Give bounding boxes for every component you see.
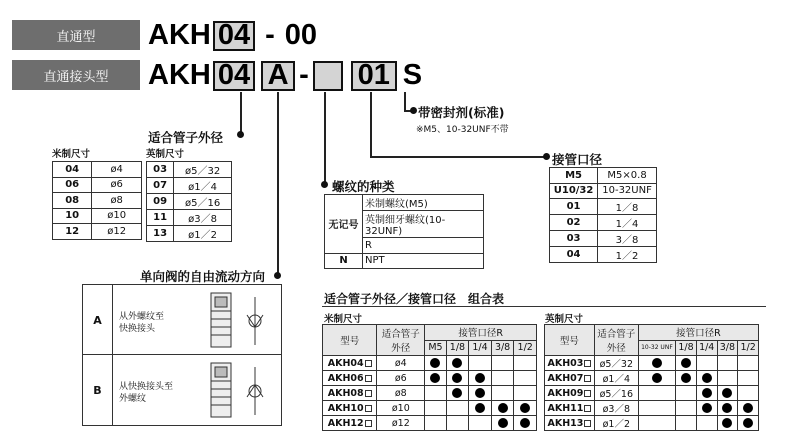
- mark-cell: [717, 416, 738, 431]
- code-sealant-suffix: S: [402, 59, 423, 91]
- mark-cell: [491, 371, 514, 386]
- col-header-tube: 适合管子 外径: [377, 325, 425, 356]
- mark-cell: [425, 386, 446, 401]
- mark-cell: [425, 356, 446, 371]
- fitting-symbol-icon: [203, 289, 281, 351]
- check-valve-desc-line: 快换接头: [119, 324, 156, 334]
- col-header-port-size: 10-32 UNF: [638, 340, 675, 356]
- tube-diameter: ø4: [92, 162, 142, 178]
- mark-cell: [696, 356, 717, 371]
- col-header-port: 接管口径R: [638, 325, 758, 341]
- port-code: 01: [550, 199, 598, 215]
- check-valve-row-a: [83, 285, 281, 355]
- tube-od-inch-table: [146, 161, 232, 242]
- table-row: [323, 401, 537, 416]
- code-dash: -: [265, 19, 275, 51]
- tube-code: 07: [147, 178, 174, 194]
- combo-inch-table: [544, 324, 759, 431]
- tube-diameter: ø5／16: [174, 194, 232, 210]
- mark-cell: [514, 416, 537, 431]
- model-code: AKH04: [327, 357, 364, 369]
- table-row: [147, 178, 232, 194]
- sealant-title: 带密封剂(标准): [418, 105, 505, 120]
- mark-cell: [469, 386, 492, 401]
- tube-od-title: 适合管子外径: [148, 130, 224, 145]
- available-dot-icon: [722, 403, 732, 413]
- code-prefix: AKH: [148, 19, 211, 51]
- available-dot-icon: [430, 358, 440, 368]
- model-code: AKH13: [547, 417, 584, 429]
- blank-square-icon: [365, 420, 372, 427]
- blank-square-icon: [584, 375, 591, 382]
- mark-cell: [425, 416, 446, 431]
- mark-cell: [638, 416, 675, 431]
- available-dot-icon: [722, 388, 732, 398]
- mark-cell: [469, 401, 492, 416]
- tube-code: 04: [53, 162, 92, 178]
- blank-square-icon: [584, 420, 591, 427]
- blank-square-icon: [365, 405, 372, 412]
- tube-code: 09: [147, 194, 174, 210]
- available-dot-icon: [743, 418, 753, 428]
- tube-od-metric-label: 米制尺寸: [52, 149, 91, 160]
- port-code: 02: [550, 215, 598, 231]
- available-dot-icon: [702, 388, 712, 398]
- available-dot-icon: [498, 403, 508, 413]
- table-row: [53, 224, 142, 240]
- mark-cell: [514, 401, 537, 416]
- code-tube-size-box: 04: [213, 21, 255, 51]
- thread-row: 英制细牙螺纹(10-32UNF): [363, 211, 484, 238]
- available-dot-icon: [452, 358, 462, 368]
- table-row: [147, 210, 232, 226]
- mark-cell: [717, 371, 738, 386]
- table-row: [53, 162, 142, 178]
- check-valve-title: 单向阀的自由流动方向: [140, 269, 266, 284]
- straight-fitting-type-banner: 直通接头型: [12, 60, 140, 90]
- mark-cell: [491, 386, 514, 401]
- tube-cell: ø3／8: [594, 401, 638, 416]
- tube-code: 08: [53, 193, 92, 209]
- table-row: [550, 168, 657, 184]
- mark-cell: [446, 386, 469, 401]
- available-dot-icon: [430, 373, 440, 383]
- blank-square-icon: [365, 375, 372, 382]
- available-dot-icon: [681, 373, 691, 383]
- col-header-model: 型号: [323, 325, 377, 356]
- blank-square-icon: [584, 405, 591, 412]
- tube-cell: ø6: [377, 371, 425, 386]
- mark-cell: [638, 356, 675, 371]
- code-suffix: 00: [284, 19, 318, 51]
- table-row: [545, 371, 759, 386]
- check-valve-key: A: [83, 285, 113, 355]
- table-row: [550, 183, 657, 199]
- col-header-port-size: 1/4: [696, 340, 717, 356]
- mark-cell: [738, 386, 759, 401]
- mark-cell: [696, 386, 717, 401]
- available-dot-icon: [681, 358, 691, 368]
- code-tube-size-box: 04: [213, 61, 255, 91]
- tube-diameter: ø8: [92, 193, 142, 209]
- tube-cell: ø12: [377, 416, 425, 431]
- blank-square-icon: [584, 390, 591, 397]
- col-header-port-size: 1/2: [514, 340, 537, 356]
- table-row: [325, 253, 484, 269]
- table-row: [53, 177, 142, 193]
- tube-od-inch-label: 英制尺寸: [146, 149, 185, 160]
- mark-cell: [469, 416, 492, 431]
- available-dot-icon: [722, 418, 732, 428]
- mark-cell: [717, 401, 738, 416]
- tube-cell: ø1／4: [594, 371, 638, 386]
- mark-cell: [717, 386, 738, 401]
- mark-cell: [514, 371, 537, 386]
- mark-cell: [676, 401, 697, 416]
- col-header-tube: 适合管子 外径: [594, 325, 638, 356]
- table-row: [323, 356, 537, 371]
- model-code-straight-fitting: [148, 59, 422, 92]
- tube-cell: ø4: [377, 356, 425, 371]
- available-dot-icon: [475, 373, 485, 383]
- model-cell: [545, 386, 595, 401]
- tube-cell: ø8: [377, 386, 425, 401]
- port-size: M5×0.8: [598, 168, 657, 184]
- model-code: AKH08: [327, 387, 364, 399]
- col-header-port-size: 3/8: [717, 340, 738, 356]
- table-row: [545, 386, 759, 401]
- port-size: 1／8: [598, 199, 657, 215]
- available-dot-icon: [452, 373, 462, 383]
- col-header-port-size: M5: [425, 340, 446, 356]
- mark-cell: [446, 416, 469, 431]
- mark-cell: [676, 371, 697, 386]
- thread-n-label: N: [325, 253, 363, 269]
- table-row: [323, 416, 537, 431]
- mark-cell: [696, 416, 717, 431]
- available-dot-icon: [520, 418, 530, 428]
- check-valve-desc: [119, 311, 164, 335]
- port-code: U10/32: [550, 183, 598, 199]
- table-row: [545, 401, 759, 416]
- code-port-size-box: 01: [351, 61, 397, 91]
- mark-cell: [469, 371, 492, 386]
- mark-cell: [491, 356, 514, 371]
- tube-code: 03: [147, 162, 174, 178]
- tube-diameter: ø6: [92, 177, 142, 193]
- table-row: [147, 194, 232, 210]
- mark-cell: [491, 416, 514, 431]
- combo-inch-label: 英制尺寸: [545, 314, 584, 325]
- port-size: 3／8: [598, 231, 657, 247]
- table-row: [147, 162, 232, 178]
- mark-cell: [446, 356, 469, 371]
- fitting-symbol-icon: [203, 359, 281, 421]
- tube-code: 13: [147, 226, 174, 242]
- check-valve-desc-line: 从外螺纹至: [119, 312, 165, 322]
- tube-od-metric-table: [52, 161, 142, 240]
- mark-cell: [446, 371, 469, 386]
- available-dot-icon: [702, 403, 712, 413]
- model-code: AKH11: [547, 402, 584, 414]
- table-row: [325, 195, 484, 211]
- code-check-valve-box: A: [261, 61, 295, 91]
- table-row: [53, 208, 142, 224]
- port-size: 1／2: [598, 247, 657, 263]
- combo-title-rule: [322, 306, 766, 307]
- col-header-port: 接管口径R: [425, 325, 537, 341]
- table-row: [323, 386, 537, 401]
- thread-title: 螺纹的种类: [332, 179, 395, 194]
- tube-cell: ø10: [377, 401, 425, 416]
- model-cell: [545, 416, 595, 431]
- port-code: 03: [550, 231, 598, 247]
- code-thread-box: [313, 61, 343, 91]
- combo-title: 适合管子外径／接管口径 组合表: [324, 292, 505, 306]
- mark-cell: [696, 371, 717, 386]
- mark-cell: [446, 401, 469, 416]
- tube-code: 06: [53, 177, 92, 193]
- sealant-note: ※M5、10-32UNF不带: [416, 125, 509, 135]
- tube-code: 10: [53, 208, 92, 224]
- check-valve-desc-line: 外螺纹: [119, 394, 147, 404]
- tube-cell: ø5／32: [594, 356, 638, 371]
- check-valve-table: [82, 284, 282, 426]
- mark-cell: [696, 401, 717, 416]
- mark-cell: [491, 401, 514, 416]
- code-prefix: AKH: [148, 59, 211, 91]
- tube-code: 11: [147, 210, 174, 226]
- tube-cell: ø5／16: [594, 386, 638, 401]
- mark-cell: [514, 386, 537, 401]
- check-valve-desc-line: 从快换接头至: [119, 382, 174, 392]
- table-row: [545, 416, 759, 431]
- mark-cell: [676, 386, 697, 401]
- port-size: 1／4: [598, 215, 657, 231]
- model-cell: [545, 371, 595, 386]
- mark-cell: [638, 386, 675, 401]
- available-dot-icon: [743, 403, 753, 413]
- model-code: AKH10: [327, 402, 364, 414]
- model-cell: [323, 416, 377, 431]
- col-header-port-size: 1/8: [446, 340, 469, 356]
- blank-square-icon: [584, 360, 591, 367]
- tube-code: 12: [53, 224, 92, 240]
- mark-cell: [469, 356, 492, 371]
- model-code: AKH06: [327, 372, 364, 384]
- blank-square-icon: [365, 360, 372, 367]
- available-dot-icon: [475, 388, 485, 398]
- mark-cell: [738, 371, 759, 386]
- table-row: [53, 193, 142, 209]
- tube-diameter: ø12: [92, 224, 142, 240]
- table-row: [323, 371, 537, 386]
- mark-cell: [638, 371, 675, 386]
- port-code: M5: [550, 168, 598, 184]
- tube-diameter: ø3／8: [174, 210, 232, 226]
- col-header-port-size: 1/8: [676, 340, 697, 356]
- available-dot-icon: [498, 418, 508, 428]
- thread-row: R: [363, 238, 484, 254]
- thread-row: 米制螺纹(M5): [363, 195, 484, 211]
- col-header-model: 型号: [545, 325, 595, 356]
- mark-cell: [738, 416, 759, 431]
- model-cell: [323, 371, 377, 386]
- table-row: [550, 199, 657, 215]
- blank-square-icon: [365, 390, 372, 397]
- model-cell: [545, 401, 595, 416]
- mark-cell: [638, 401, 675, 416]
- mark-cell: [676, 356, 697, 371]
- available-dot-icon: [652, 373, 662, 383]
- code-dash: -: [299, 59, 309, 91]
- col-header-port-size: 1/4: [469, 340, 492, 356]
- straight-type-banner: 直通型: [12, 20, 140, 50]
- mark-cell: [738, 401, 759, 416]
- mark-cell: [738, 356, 759, 371]
- available-dot-icon: [452, 388, 462, 398]
- model-code: AKH03: [547, 357, 584, 369]
- check-valve-row-b: [83, 355, 281, 425]
- port-code: 04: [550, 247, 598, 263]
- model-cell: [545, 356, 595, 371]
- available-dot-icon: [702, 373, 712, 383]
- model-code: AKH12: [327, 417, 364, 429]
- table-row: [550, 247, 657, 263]
- tube-cell: ø1／2: [594, 416, 638, 431]
- available-dot-icon: [520, 403, 530, 413]
- model-cell: [323, 401, 377, 416]
- tube-diameter: ø10: [92, 208, 142, 224]
- tube-diameter: ø1／2: [174, 226, 232, 242]
- col-header-port-size: 3/8: [491, 340, 514, 356]
- check-valve-key: B: [83, 355, 113, 425]
- check-valve-desc: [119, 381, 173, 405]
- mark-cell: [425, 401, 446, 416]
- port-size: 10-32UNF: [598, 183, 657, 199]
- model-code: AKH09: [547, 387, 584, 399]
- table-row: [550, 215, 657, 231]
- port-title: 接管口径: [552, 152, 603, 167]
- tube-diameter: ø1／4: [174, 178, 232, 194]
- mark-cell: [425, 371, 446, 386]
- port-table: [549, 167, 657, 263]
- thread-row: NPT: [363, 253, 484, 269]
- available-dot-icon: [475, 403, 485, 413]
- table-row: [147, 226, 232, 242]
- mark-cell: [514, 356, 537, 371]
- combo-metric-label: 米制尺寸: [324, 314, 363, 325]
- thread-none-label: 无记号: [325, 195, 363, 254]
- col-header-port-size: 1/2: [738, 340, 759, 356]
- combo-metric-table: [322, 324, 537, 431]
- thread-table: [324, 194, 484, 269]
- table-row: [550, 231, 657, 247]
- model-cell: [323, 356, 377, 371]
- model-cell: [323, 386, 377, 401]
- model-code: AKH07: [547, 372, 584, 384]
- table-row: [545, 356, 759, 371]
- tube-diameter: ø5／32: [174, 162, 232, 178]
- model-code-straight: [148, 19, 317, 52]
- available-dot-icon: [652, 358, 662, 368]
- mark-cell: [717, 356, 738, 371]
- mark-cell: [676, 416, 697, 431]
